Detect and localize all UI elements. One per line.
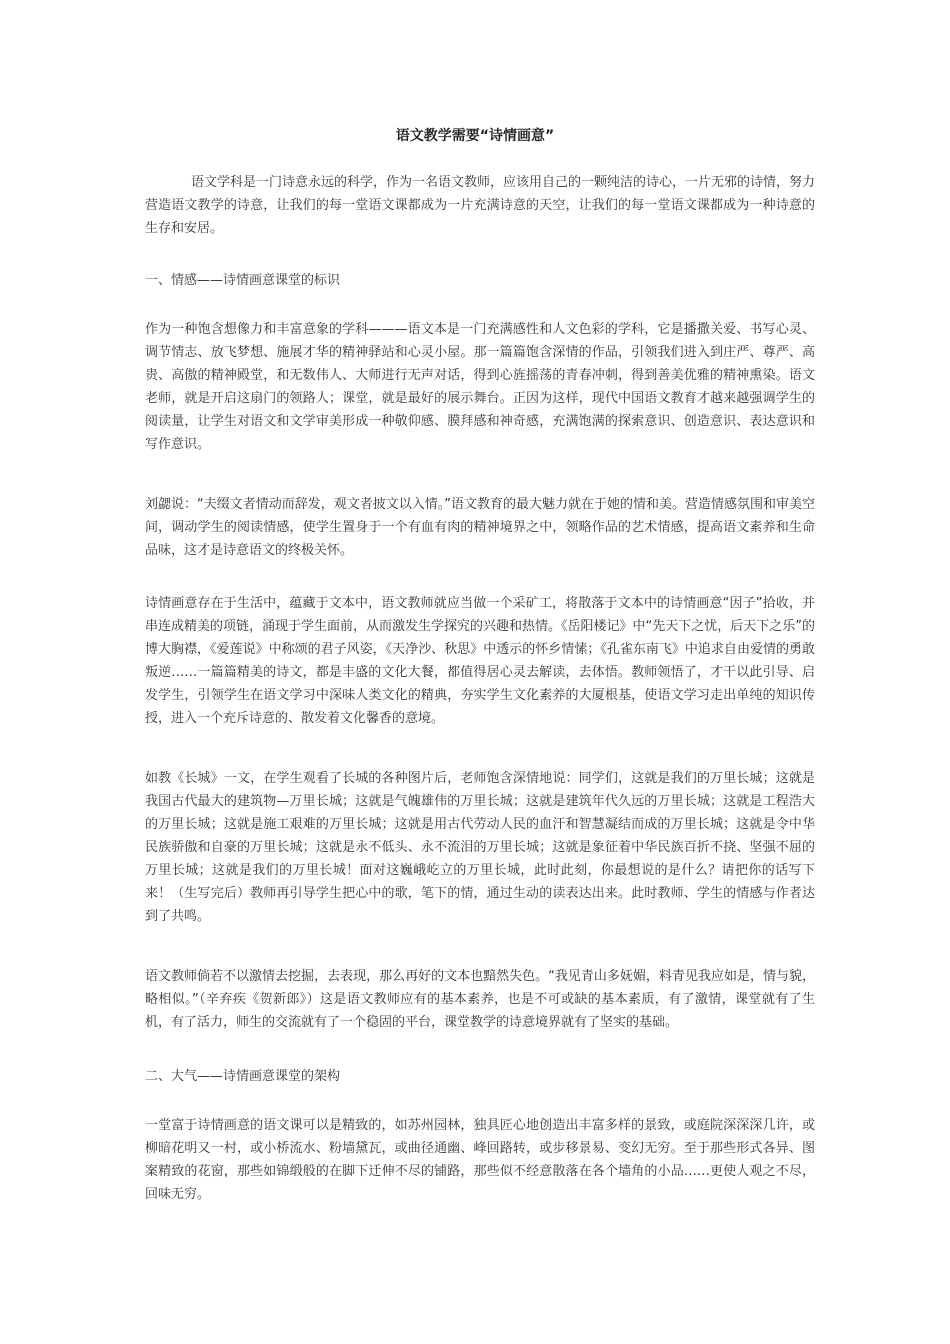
- body-paragraph: 诗情画意存在于生活中，蕴藏于文本中，语文教师就应当做一个采矿工，将散落于文本中的诗情画意“因子”拾收，并串连成精美的项链，涌现于学生面前，从而激发生学探究的兴趣和热情。《岳阳楼记》中“先天下之忧，后天下之乐”的博大胸襟，《爱莲说》中称颂的君子风姿，《天净沙、秋思》中透示的怀乡情愫；《孔雀东南飞》中追求自由爱情的勇敢叛逆……一篇篇精美的诗文，都是丰盛的文化大餐，都值得居心灵去解读，去体悟。教师领悟了，才干以此引导、启发学生，引领学生在语文学习中深味人类文化的精典，夯实学生文化素养的大厦根基，使语文学习走出单纯的知识传授，进入一个充斥诗意的、散发着文化馨香的意境。: [145, 596, 815, 726]
- document-title: 语文教学需要“诗情画意”: [395, 128, 555, 144]
- section-heading-structure: 二、大气——诗情画意课堂的架构: [145, 1069, 341, 1084]
- section-heading-emotion: 一、情感——诗情画意课堂的标识: [145, 273, 341, 288]
- body-paragraph: 如教《长城》一文，在学生观看了长城的各种图片后，老师饱含深情地说：同学们，这就是我们的万里长城；这就是我国古代最大的建筑物—万里长城；这就是气魄雄伟的万里长城；这就是建筑年代久远的万里长城；这就是工程浩大的万里长城；这就是施工艰难的万里长城；这就是用古代劳动人民的血汗和智慧凝结而成的万里长城；这就是令中华民族骄傲和自豪的万里长城；这就是永不低头、永不流泪的万里长城；这就是象征着中华民族百折不挠、坚强不屈的万里长城；这就是我们的万里长城！面对这巍峨屹立的万里长城，此时此刻，你最想说的是什么？请把你的话写下来！（生写完后）教师再引导学生把心中的歌，笔下的情，通过生动的读表达出来。此时教师、学生的情感与作者达到了共鸣。: [145, 771, 815, 924]
- body-paragraph: 作为一种饱含想像力和丰富意象的学科———语文本是一门充满感性和人文色彩的学科，它是播撒关爱、书写心灵、调节情志、放飞梦想、施展才华的精神驿站和心灵小屋。那一篇篇饱含深情的作品，引领我们进入到庄严、尊严、高贵、高傲的精神殿堂，和无数伟人、大师进行无声对话，得到心旌摇荡的青春冲刺，得到善美优雅的精神熏染。语文老师，就是开启这扇门的领路人；课堂，就是最好的展示舞台。正因为这样，现代中国语文教育才越来越强调学生的阅读量，让学生对语文和文学审美形成一种敬仰感、膜拜感和神奇感，充满饱满的探索意识、创造意识、表达意识和写作意识。: [145, 322, 815, 452]
- intro-paragraph: 语文学科是一门诗意永远的科学，作为一名语文教师，应该用自己的一颗纯洁的诗心，一片无邪的诗情，努力营造语文教学的诗意，让我们的每一堂语文课都成为一片充满诗意的天空，让我们的每一堂语文课都成为一种诗意的生存和安居。: [145, 175, 816, 236]
- body-paragraph: 一堂富于诗情画意的语文课可以是精致的，如苏州园林，独具匠心地创造出丰富多样的景致，或庭院深深深几许，或柳暗花明又一村，或小桥流水、粉墙黛瓦，或曲径通幽、峰回路转，或步移景易、变幻无穷。至于那些形式各异、图案精致的花窗，那些如锦缎般的在脚下迁伸不尽的铺路，那些似不经意散落在各个墙角的小品……更使人观之不尽，回味无穷。: [145, 1118, 815, 1202]
- body-paragraph: 刘勰说：“夫缀文者情动而辞发，观文者披文以入情。”语文教育的最大魅力就在于她的情和美。营造情感氛围和审美空间，调动学生的阅读情感，使学生置身于一个有血有肉的精神境界之中，领略作品的艺术情感，提高语文素养和生命品味，这才是诗意语文的终极关怀。: [145, 497, 815, 558]
- body-paragraph: 语文教师倘若不以激情去挖掘，去表现，那么再好的文本也黯然失色。“我见青山多妩媚，料青见我应如是，情与貌，略相似。”（辛弃疾《贺新郎》）这是语文教师应有的基本素养，也是不可或缺的基本素质，有了激情，课堂就有了生机，有了活力，师生的交流就有了一个稳固的平台，课堂教学的诗意境界就有了坚实的基础。: [145, 969, 815, 1030]
